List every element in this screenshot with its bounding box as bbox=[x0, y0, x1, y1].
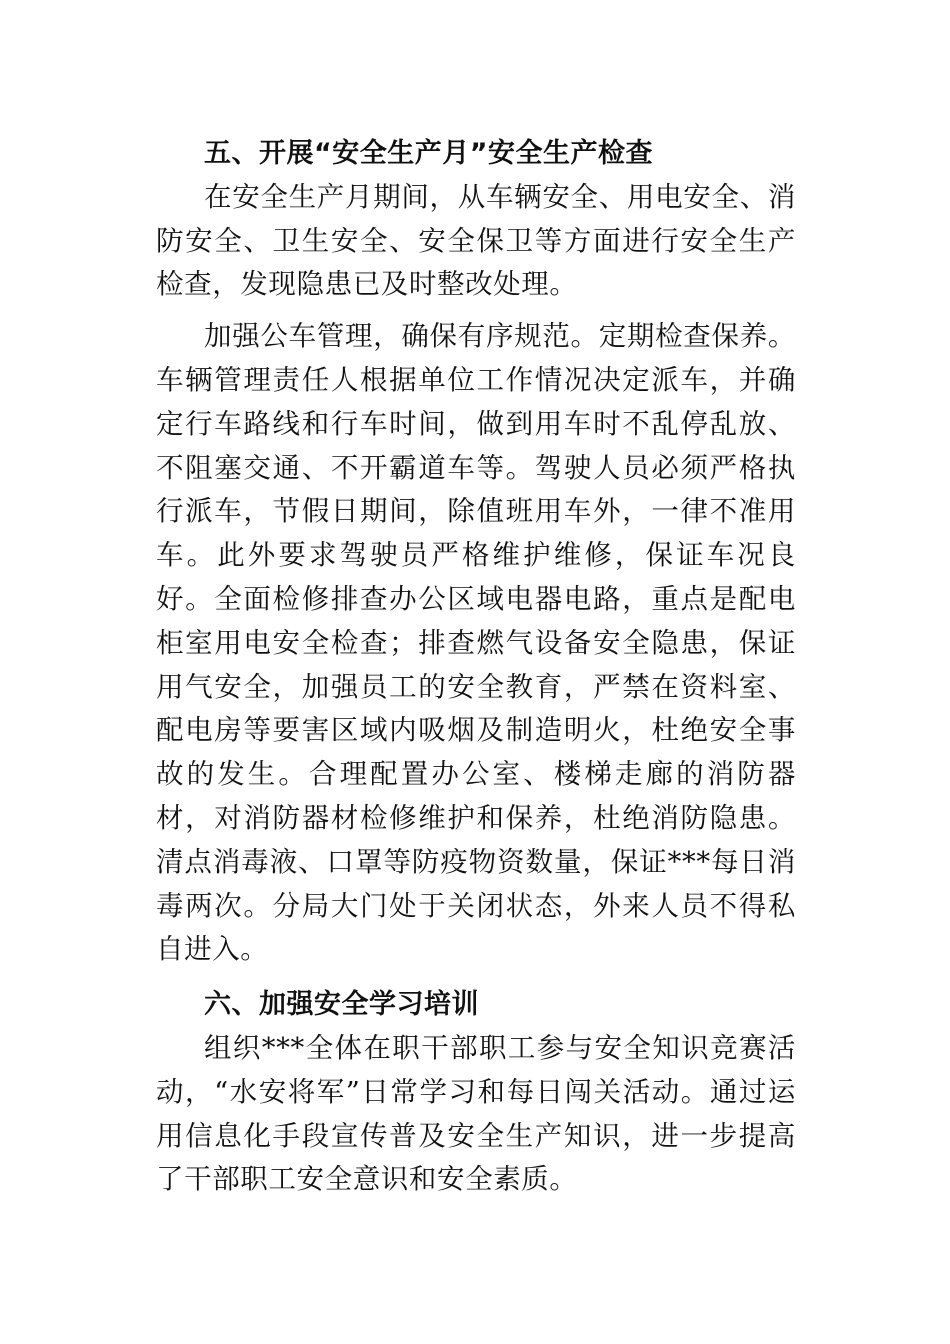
section-6-heading: 六、加强安全学习培训 bbox=[204, 989, 479, 1021]
section-5-paragraph-2: 加强公车管理，确保有序规范。定期检查保养。车辆管理责任人根据单位工作情况决定派车，并确定行车路线和行车时间，做到用车时不乱停乱放、不阻塞交通、不开霸道车等。驾驶人员必须严格执行派车，节假日期间，除值班用车外，一律不准用车。此外要求驾驶员严格维护维修，保证车况良好。全面检修排查办公区域电器电路，重点是配电柜室用电安全检查；排查燃气设备安全隐患，保证用气安全，加强员工的安全教育，严禁在资料室、配电房等要害区域内吸烟及制造明火，杜绝安全事故的发生。合理配置办公室、楼梯走廊的消防器材，对消防器材检修维护和保养，杜绝消防隐患。清点消毒液、口罩等防疫物资数量，保证***每日消毒两次。分局大门处于关闭状态，外来人员不得私自进入。 bbox=[156, 320, 796, 966]
document-body bbox=[156, 132, 796, 1202]
section-6-paragraph-1: 组织***全体在职干部职工参与安全知识竞赛活动，“水安将军”日常学习和每日闯关活动。通过运用信息化手段宣传普及安全生产知识，进一步提高了干部职工安全意识和安全素质。 bbox=[156, 1031, 796, 1196]
section-5-heading: 五、开展“安全生产月”安全生产检查 bbox=[204, 138, 653, 169]
section-5-paragraph-1: 在安全生产月期间，从车辆安全、用电安全、消防安全、卫生安全、安全保卫等方面进行安全生产检查，发现隐患已及时整改处理。 bbox=[156, 180, 796, 301]
